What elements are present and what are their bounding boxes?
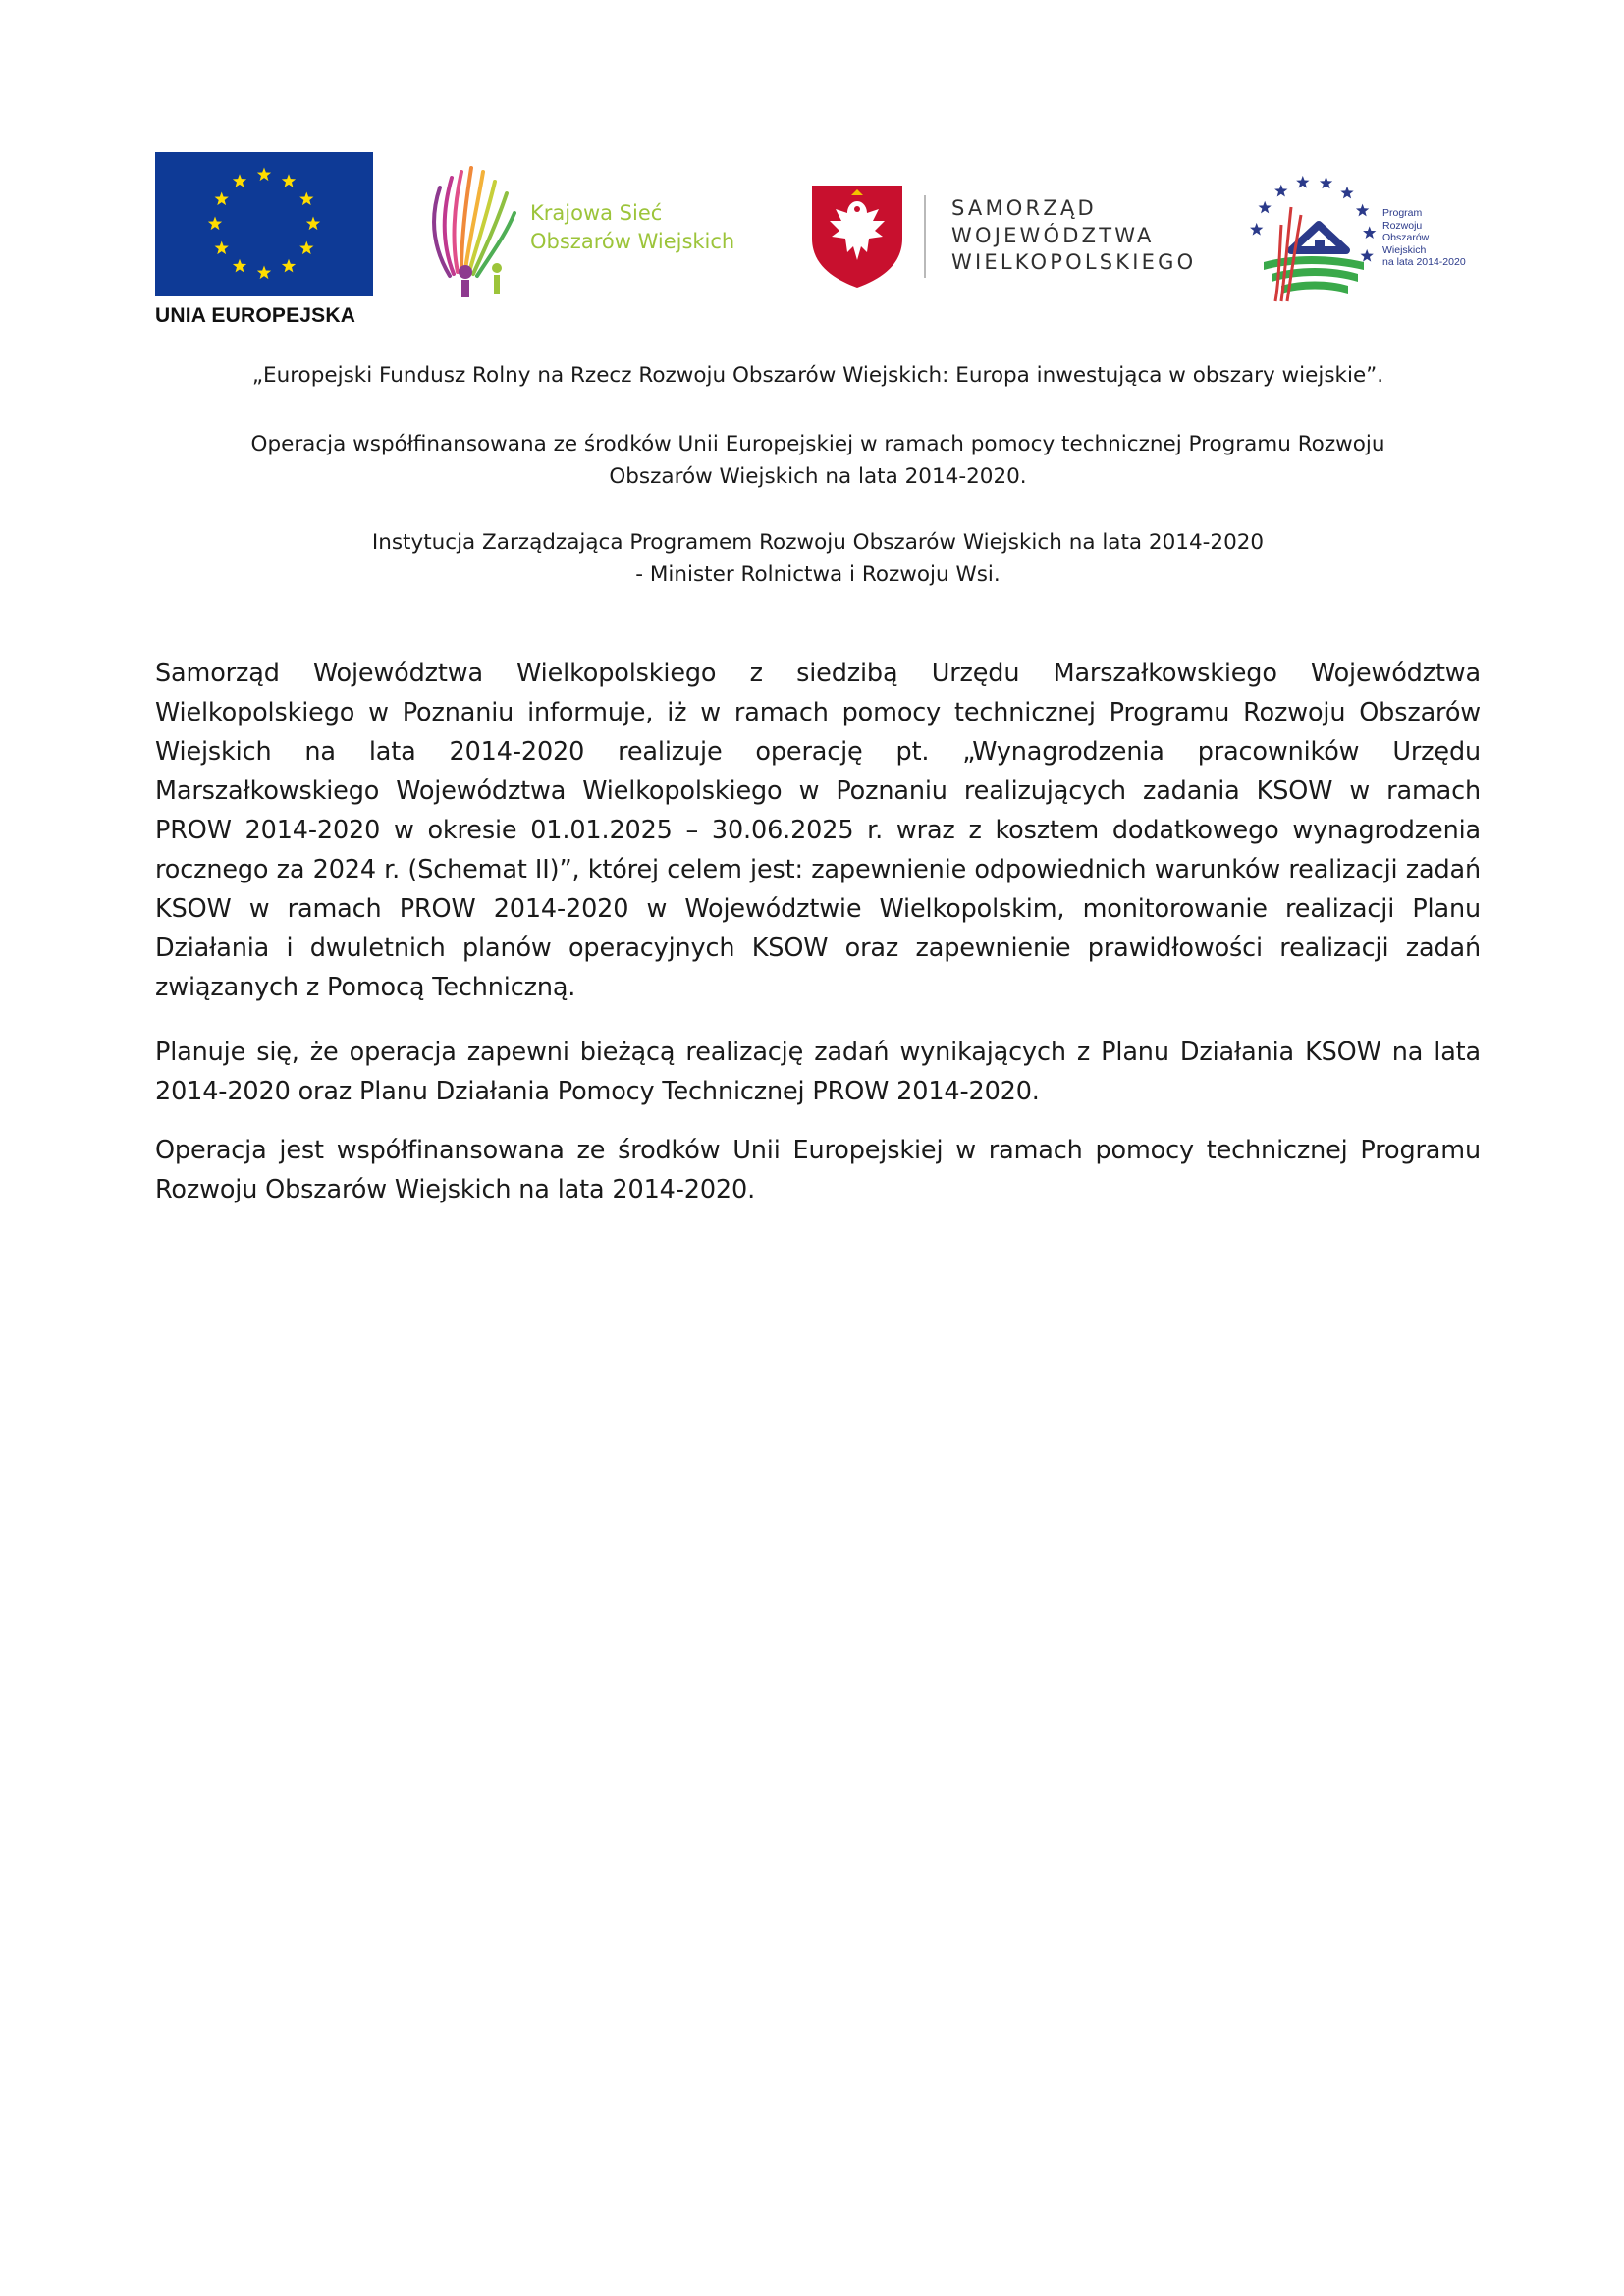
prow-emblem-icon — [1242, 164, 1381, 311]
eu-stars-icon — [155, 152, 373, 296]
logo-divider — [924, 195, 926, 278]
prow-star-icon — [1320, 177, 1332, 189]
cofinancing-note — [155, 428, 1481, 493]
prow-star-icon — [1258, 201, 1271, 214]
eu-logo — [155, 152, 373, 328]
eagle-shield-icon — [808, 182, 906, 290]
eu-star-icon — [282, 259, 296, 273]
prow-star-icon — [1361, 249, 1374, 262]
managing-authority — [155, 526, 1481, 591]
wielkopolska-line2: WOJEWÓDZTWA — [951, 223, 1155, 247]
prow-line3: Obszarów — [1382, 232, 1430, 243]
wielkopolska-line3: WIELKOPOLSKIEGO — [951, 250, 1197, 274]
eu-star-icon — [306, 217, 320, 231]
eu-star-icon — [299, 241, 313, 255]
eu-star-icon — [299, 192, 313, 206]
eu-star-icon — [257, 168, 271, 182]
ksow-logo — [422, 158, 776, 300]
eu-star-icon — [233, 174, 246, 187]
prow-line1: Program — [1382, 207, 1423, 219]
eu-flag-icon — [155, 152, 373, 296]
wielkopolska-line1: SAMORZĄD — [951, 196, 1097, 220]
ksow-name — [530, 199, 734, 256]
prow-star-icon — [1363, 226, 1376, 239]
eu-star-icon — [208, 217, 222, 231]
paragraph-plan: Planuje się, że operacja zapewni bieżącą realizację zadań wynikających z Planu Działania KSOW na lata 2014-2020 oraz Planu Działania Pomocy Technicznej PROW 2014-2020. — [155, 1038, 1481, 1106]
prow-name — [1382, 207, 1466, 269]
eu-star-icon — [233, 259, 246, 273]
prow-star-icon — [1250, 223, 1263, 236]
paragraph-operation-info: Samorząd Województwa Wielkopolskiego z siedzibą Urzędu Marszałkowskiego Województwa Wielkopolskiego w Poznaniu informuje, iż w ramach pomocy technicznej Programu Rozwoju Obszarów Wiejskich na lata 2014-2020 realizuje operację pt. „Wynagrodzenia pracowników Urzędu Marszałkowskiego Województwa Wielkopolskiego w Poznaniu realizujących zadania KSOW w ramach PROW 2014-2020 w okresie 01.01.2025 – 30.06.2025 r. wraz z kosztem dodatkowego wynagrodzenia rocznego za 2024 r. (Schemat II)”, której celem jest: zapewnienie odpowiednich warunków realizacji zadań KSOW w ramach PROW 2014-2020 w Województwie Wielkopolskim, monitorowanie realizacji Planu Działania i dwuletnich planów operacyjnych KSOW oraz zapewnienie prawidłowości realizacji zadań związanych z Pomocą Techniczną. — [155, 659, 1481, 1002]
ksow-emblem-icon — [422, 158, 530, 300]
prow-star-icon — [1274, 185, 1287, 197]
prow-line2: Rozwoju — [1382, 219, 1423, 232]
prow-line4: Wiejskich — [1382, 243, 1427, 256]
fund-slogan-line: „Europejski Fundusz Rolny na Rzecz Rozwoju Obszarów Wiejskich: Europa inwestująca w obszary wiejskie”. — [251, 363, 1384, 388]
cofinancing-line1: Operacja współfinansowana ze środków Unii Europejskiej w ramach pomocy technicznej Programu Rozwoju — [250, 432, 1385, 456]
wielkopolska-name — [951, 195, 1196, 277]
eu-star-icon — [215, 192, 229, 206]
eu-star-icon — [282, 174, 296, 187]
prow-star-icon — [1296, 176, 1309, 188]
fund-slogan — [155, 359, 1481, 392]
prow-logo — [1242, 164, 1488, 311]
logo-strip — [155, 152, 1481, 329]
prow-star-icon — [1356, 204, 1369, 217]
eu-caption: UNIA EUROPEJSKA — [155, 304, 356, 327]
eu-star-icon — [215, 241, 229, 255]
wielkopolska-logo — [808, 182, 1220, 290]
managing-authority-line2: - Minister Rolnictwa i Rozwoju Wsi. — [635, 562, 1001, 587]
managing-authority-line1: Instytucja Zarządzająca Programem Rozwoju Obszarów Wiejskich na lata 2014-2020 — [371, 530, 1265, 555]
ksow-line2: Obszarów Wiejskich — [530, 230, 735, 253]
cofinancing-line2: Obszarów Wiejskich na lata 2014-2020. — [609, 464, 1027, 489]
eu-star-icon — [257, 266, 271, 280]
prow-star-icon — [1340, 187, 1353, 199]
ksow-line1: Krajowa Sieć — [530, 201, 663, 225]
prow-line5: na lata 2014-2020 — [1382, 256, 1466, 268]
paragraph-cofinancing: Operacja jest współfinansowana ze środków Unii Europejskiej w ramach pomocy technicznej Programu Rozwoju Obszarów Wiejskich na lata 2014-2020. — [155, 1136, 1481, 1204]
